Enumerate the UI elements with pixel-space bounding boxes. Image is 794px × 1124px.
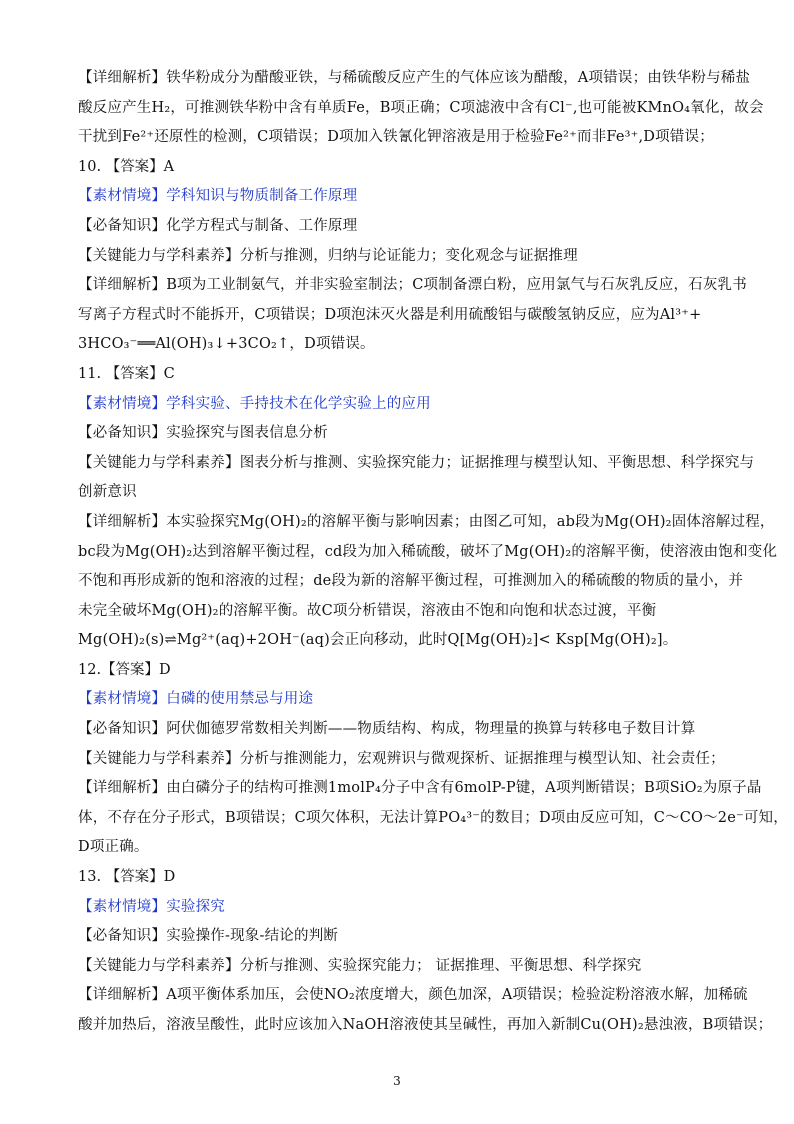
text-line: 【详细解析】A项平衡体系加压，会使NO₂浓度增大，颜色加深，A项错误；检验淀粉溶液水解，加稀硫 [78, 987, 748, 1004]
text-line: 不饱和再形成新的饱和溶液的过程；de段为新的溶解平衡过程，可推测加入的稀硫酸的物质的量小，并 [78, 573, 744, 590]
text-line: 酸并加热后，溶液呈酸性，此时应该加入NaOH溶液使其呈碱性，再加入新制Cu(OH)₂悬浊液，B项错误； [78, 1017, 773, 1033]
text-line: bc段为Mg(OH)₂达到溶解平衡过程，cd段为加入稀硫酸，破坏了Mg(OH)₂的溶解平衡，使溶液由饱和变化 [78, 543, 778, 560]
text-line: 【必备知识】实验操作-现象-结论的判断 [78, 928, 339, 945]
text-line: 【关键能力与学科素养】分析与推测、实验探究能力； 证据推理、平衡思想、科学探究 [78, 957, 642, 974]
section-heading: 【素材情境】学科知识与物质制备工作原理 [78, 188, 358, 205]
text-line: 体，不存在分子形式，B项错误；C项欠体积，无法计算PO₄³⁻的数目；D项由反应可知，C～CO～2e⁻可知， [78, 809, 788, 826]
text-line: 【关键能力与学科素养】分析与推测，归纳与论证能力；变化观念与证据推理 [78, 247, 578, 264]
answer-line: 11. 【答案】C [78, 365, 175, 382]
text-line: 3HCO₃⁻══Al(OH)₃↓+3CO₂↑，D项错误。 [78, 336, 375, 353]
text-line: 【详细解析】本实验探究Mg(OH)₂的溶解平衡与影响因素；由图乙可知，ab段为Mg(OH)₂固体溶解过程， [78, 513, 775, 530]
text-line: 【关键能力与学科素养】分析与推测能力，宏观辨识与微观探析、证据推理与模型认知、社会责任； [78, 750, 725, 767]
answer-line: 10. 【答案】A [78, 158, 175, 175]
text-line: 【必备知识】实验探究与图表信息分析 [78, 425, 328, 442]
answer-line: 12.【答案】D [78, 661, 171, 678]
text-line: 【必备知识】阿伏伽德罗常数相关判断——物质结构、构成，物理量的换算与转移电子数目计算 [78, 721, 696, 738]
text-line: 【必备知识】化学方程式与制备、工作原理 [78, 217, 358, 234]
answer-explanation-body [78, 64, 788, 1041]
answer-line: 13. 【答案】D [78, 869, 176, 886]
text-line: 酸反应产生H₂，可推测铁华粉中含有单质Fe，B项正确；C项滤液中含有Cl⁻,也可能被KMnO₄氧化，故会 [78, 99, 764, 116]
section-heading: 【素材情境】白磷的使用禁忌与用途 [78, 691, 314, 708]
page-number: 3 [393, 1074, 401, 1088]
text-line: 干扰到Fe²⁺还原性的检测，C项错误；D项加入铁氰化钾溶液是用于检验Fe²⁺而非Fe³⁺,D项错误； [78, 129, 714, 146]
text-line: 【关键能力与学科素养】图表分析与推测、实验探究能力；证据推理与模型认知、平衡思想、科学探究与 [78, 454, 755, 471]
text-line: D项正确。 [78, 839, 149, 856]
text-line: 【详细解析】B项为工业制氨气，并非实验室制法；C项制备漂白粉，应用氯气与石灰乳反应，石灰乳书 [78, 277, 747, 294]
text-line: 创新意识 [78, 484, 137, 501]
section-heading: 【素材情境】学科实验、手持技术在化学实验上的应用 [78, 395, 431, 412]
text-line: 【详细解析】由白磷分子的结构可推测1molP₄分子中含有6molP-P键，A项判断错误；B项SiO₂为原子晶 [78, 780, 762, 797]
text-line: 写离子方程式时不能拆开，C项错误；D项泡沫灭火器是利用硫酸铝与碳酸氢钠反应，应为Al³⁺+ [78, 306, 702, 323]
text-line: 【详细解析】铁华粉成分为醋酸亚铁，与稀硫酸反应产生的气体应该为醋酸，A项错误；由铁华粉与稀盐 [78, 70, 751, 86]
text-line: 未完全破坏Mg(OH)₂的溶解平衡。故C项分析错误，溶液由不饱和向饱和状态过渡，平衡 [78, 602, 657, 619]
section-heading: 【素材情境】实验探究 [78, 898, 225, 915]
text-line: Mg(OH)₂(s)⇌Mg²⁺(aq)+2OH⁻(aq)会正向移动，此时Q[Mg(OH)₂]< Ksp[Mg(OH)₂]。 [78, 632, 678, 649]
